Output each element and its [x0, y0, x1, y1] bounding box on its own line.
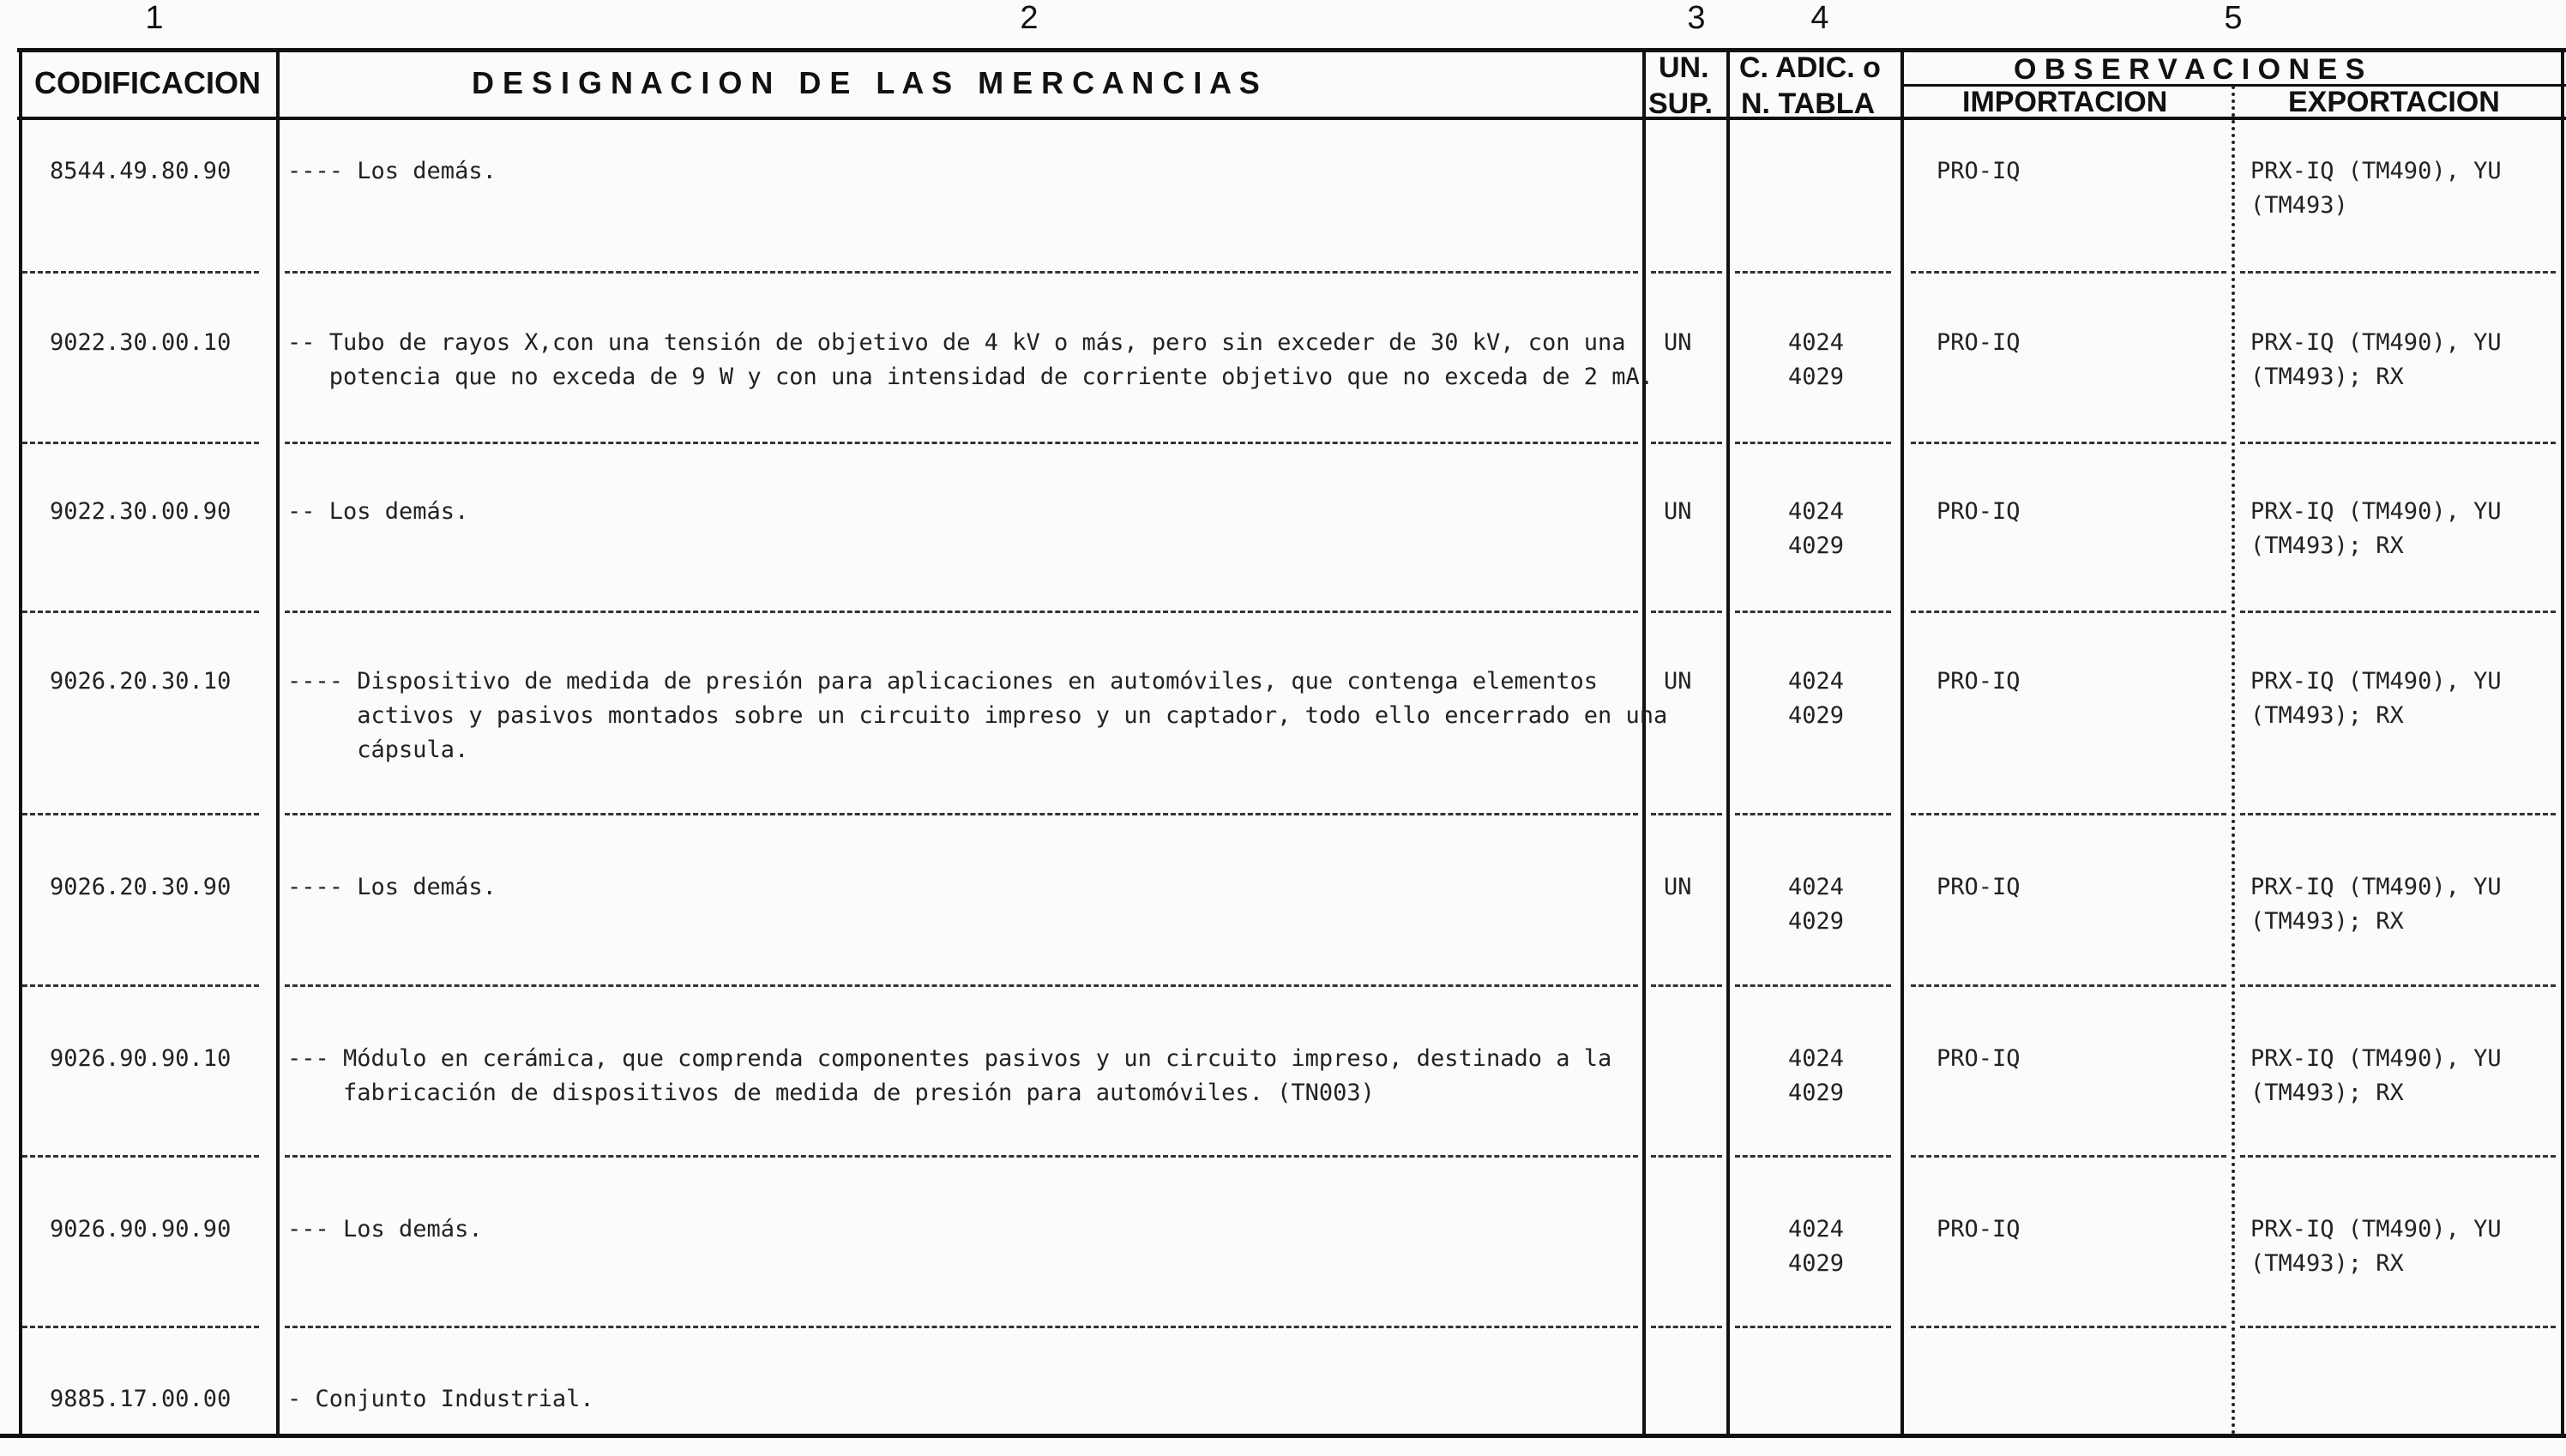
importacion-value: PRO-IQ [1937, 874, 2021, 900]
tariff-code: 9022.30.00.90 [50, 498, 232, 525]
designation-text: activos y pasivos montados sobre un circuito impreso y un captador, todo ello encerrado en una [287, 702, 1668, 729]
column-rule-un [1726, 48, 1730, 1435]
cadic-value: 4029 [1788, 1080, 1845, 1106]
header-cadic-line2: N. TABLA [1741, 87, 1876, 120]
cadic-value: 4024 [1788, 1045, 1845, 1072]
row-separator [285, 813, 1638, 815]
exportacion-value: (TM493); RX [2250, 702, 2404, 729]
designation-text: - Conjunto Industrial. [287, 1386, 594, 1412]
row-separator [1651, 271, 1722, 274]
designation-text: cápsula. [287, 737, 469, 763]
column-number-4: 4 [1810, 0, 1829, 36]
exportacion-value: (TM493); RX [2250, 908, 2404, 935]
cadic-value: 4024 [1788, 329, 1845, 356]
exportacion-value: (TM493) [2250, 192, 2348, 219]
designation-text: potencia que no exceda de 9 W y con una intensidad de corriente objetivo que no exceda de 2 mA. [287, 364, 1654, 390]
row-separator [1911, 1326, 2226, 1328]
row-separator [22, 611, 259, 613]
designation-text: ---- Los demás. [287, 874, 497, 900]
row-separator [1735, 984, 1891, 987]
row-separator [1651, 1326, 1722, 1328]
header-cadic-line1: C. ADIC. o [1739, 51, 1881, 84]
cadic-value: 4029 [1788, 532, 1845, 559]
header-exportacion: EXPORTACION [2288, 86, 2500, 118]
header-importacion: IMPORTACION [1962, 86, 2168, 118]
row-separator [285, 984, 1638, 987]
exportacion-value: PRX-IQ (TM490), YU [2250, 1216, 2502, 1242]
column-rule-left [19, 48, 22, 1435]
cadic-value: 4024 [1788, 668, 1845, 695]
row-separator [1735, 442, 1891, 444]
exportacion-value: (TM493); RX [2250, 532, 2404, 559]
row-separator [1735, 1155, 1891, 1158]
cadic-value: 4029 [1788, 364, 1845, 390]
row-separator [1735, 1326, 1891, 1328]
row-separator [2240, 1155, 2556, 1158]
table-bottom-border [0, 1434, 2566, 1438]
exportacion-value: PRX-IQ (TM490), YU [2250, 874, 2502, 900]
row-separator [2240, 442, 2556, 444]
row-separator [285, 1326, 1638, 1328]
row-separator [1911, 271, 2226, 274]
row-separator [22, 984, 259, 987]
row-separator [22, 813, 259, 815]
tariff-code: 9885.17.00.00 [50, 1386, 232, 1412]
row-separator [1911, 442, 2226, 444]
cadic-value: 4024 [1788, 498, 1845, 525]
column-rule-code [276, 48, 280, 1435]
header-observaciones: O B S E R V A C I O N E S [2014, 53, 2365, 86]
column-number-5: 5 [2224, 0, 2243, 36]
tariff-code: 9022.30.00.10 [50, 329, 232, 356]
row-separator [2240, 813, 2556, 815]
exportacion-value: (TM493); RX [2250, 1250, 2404, 1277]
row-separator [1911, 813, 2226, 815]
cadic-value: 4024 [1788, 874, 1845, 900]
designation-text: fabricación de dispositivos de medida de presión para automóviles. (TN003) [287, 1080, 1375, 1106]
unit-value: UN [1664, 668, 1692, 695]
row-separator [285, 1155, 1638, 1158]
exportacion-value: PRX-IQ (TM490), YU [2250, 329, 2502, 356]
unit-value: UN [1664, 874, 1692, 900]
tariff-code: 9026.90.90.90 [50, 1216, 232, 1242]
row-separator [1651, 442, 1722, 444]
header-codificacion: CODIFICACION [34, 65, 261, 100]
row-separator [2240, 611, 2556, 613]
exportacion-value: (TM493); RX [2250, 1080, 2404, 1106]
designation-text: -- Los demás. [287, 498, 469, 525]
tariff-code: 9026.20.30.90 [50, 874, 232, 900]
tariff-code: 8544.49.80.90 [50, 158, 232, 184]
row-separator [22, 271, 259, 274]
row-separator [1911, 1155, 2226, 1158]
importacion-value: PRO-IQ [1937, 498, 2021, 525]
designation-text: --- Módulo en cerámica, que comprenda componentes pasivos y un circuito impreso, destinado a la [287, 1045, 1612, 1072]
designation-text: ---- Los demás. [287, 158, 497, 184]
exportacion-value: PRX-IQ (TM490), YU [2250, 668, 2502, 695]
row-separator [2240, 984, 2556, 987]
cadic-value: 4024 [1788, 1216, 1845, 1242]
row-separator [1651, 611, 1722, 613]
header-designacion: D E S I G N A C I O N D E L A S M E R C A N C I A S [472, 65, 1260, 100]
table-top-border [17, 48, 2566, 52]
header-bottom-border [17, 117, 2566, 120]
row-separator [22, 442, 259, 444]
importacion-value: PRO-IQ [1937, 1216, 2021, 1242]
importacion-value: PRO-IQ [1937, 329, 2021, 356]
row-separator [22, 1155, 259, 1158]
row-separator [1651, 813, 1722, 815]
row-separator [1735, 271, 1891, 274]
column-rule-right [2561, 48, 2564, 1435]
cadic-value: 4029 [1788, 702, 1845, 729]
column-rule-cadic [1900, 48, 1904, 1435]
column-number-3: 3 [1687, 0, 1706, 36]
tariff-code: 9026.90.90.10 [50, 1045, 232, 1072]
exportacion-value: PRX-IQ (TM490), YU [2250, 158, 2502, 184]
exportacion-value: PRX-IQ (TM490), YU [2250, 1045, 2502, 1072]
row-separator [1651, 984, 1722, 987]
row-separator [1911, 611, 2226, 613]
row-separator [285, 271, 1638, 274]
tariff-code: 9026.20.30.10 [50, 668, 232, 695]
column-rule-designation [1642, 48, 1646, 1435]
importacion-value: PRO-IQ [1937, 668, 2021, 695]
unit-value: UN [1664, 498, 1692, 525]
header-un-line1: UN. [1659, 51, 1709, 84]
column-number-2: 2 [1020, 0, 1039, 36]
row-separator [2240, 271, 2556, 274]
exportacion-value: (TM493); RX [2250, 364, 2404, 390]
header-un-line2: SUP. [1648, 87, 1713, 120]
column-rule-import-export [2232, 86, 2235, 1435]
cadic-value: 4029 [1788, 1250, 1845, 1277]
row-separator [1735, 611, 1891, 613]
designation-text: -- Tubo de rayos X,con una tensión de objetivo de 4 kV o más, pero sin exceder de 30 kV, con una [287, 329, 1626, 356]
unit-value: UN [1664, 329, 1692, 356]
exportacion-value: PRX-IQ (TM490), YU [2250, 498, 2502, 525]
column-number-1: 1 [145, 0, 164, 36]
designation-text: ---- Dispositivo de medida de presión para aplicaciones en automóviles, que contenga elementos [287, 668, 1599, 695]
row-separator [1651, 1155, 1722, 1158]
row-separator [285, 442, 1638, 444]
row-separator [1911, 984, 2226, 987]
importacion-value: PRO-IQ [1937, 158, 2021, 184]
row-separator [2240, 1326, 2556, 1328]
row-separator [1735, 813, 1891, 815]
importacion-value: PRO-IQ [1937, 1045, 2021, 1072]
row-separator [285, 611, 1638, 613]
row-separator [22, 1326, 259, 1328]
designation-text: --- Los demás. [287, 1216, 483, 1242]
cadic-value: 4029 [1788, 908, 1845, 935]
